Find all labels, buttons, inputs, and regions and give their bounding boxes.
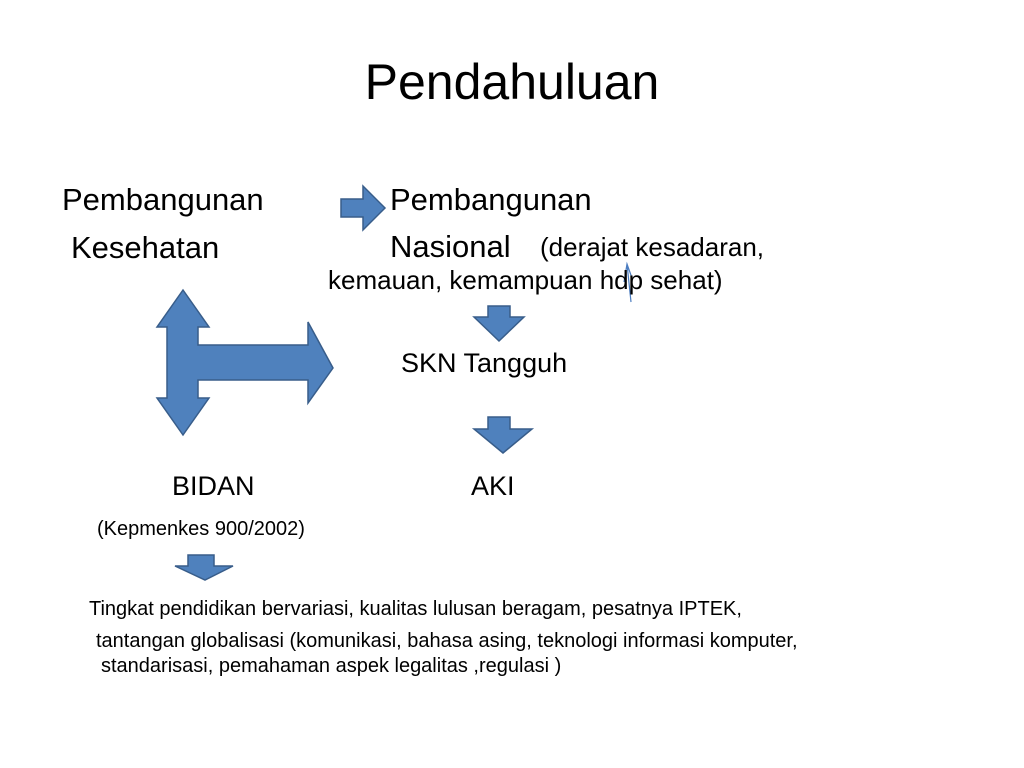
down-arrow-icon bbox=[175, 555, 233, 580]
up-down-right-arrow-icon bbox=[157, 290, 333, 435]
pembangunan-nasional-line2: Nasional bbox=[390, 229, 511, 264]
pembangunan-nasional-line1: Pembangunan bbox=[390, 182, 592, 217]
bottom-text-line1: Tingkat pendidikan bervariasi, kualitas lulusan beragam, pesatnya IPTEK, bbox=[89, 598, 742, 620]
aki-label: AKI bbox=[471, 471, 515, 501]
down-arrow-icon bbox=[474, 417, 532, 453]
pembangunan-nasional-detail-line2: kemauan, kemampuan hdp sehat) bbox=[328, 265, 723, 295]
down-arrow-icon bbox=[474, 306, 524, 341]
bottom-text-line3: standarisasi, pemahaman aspek legalitas ,regulasi ) bbox=[101, 655, 562, 677]
bidan-label: BIDAN bbox=[172, 471, 255, 501]
right-arrow-icon bbox=[341, 186, 385, 230]
skn-tangguh-label: SKN Tangguh bbox=[401, 348, 568, 378]
slide-title: Pendahuluan bbox=[364, 54, 660, 110]
pembangunan-kesehatan-line2: Kesehatan bbox=[71, 230, 220, 265]
kepmenkes-label: (Kepmenkes 900/2002) bbox=[97, 518, 305, 540]
pembangunan-kesehatan-line1: Pembangunan bbox=[62, 182, 264, 217]
bottom-text-line2: tantangan globalisasi (komunikasi, bahasa asing, teknologi informasi komputer, bbox=[96, 630, 798, 652]
pembangunan-nasional-detail-line1: (derajat kesadaran, bbox=[540, 232, 765, 262]
